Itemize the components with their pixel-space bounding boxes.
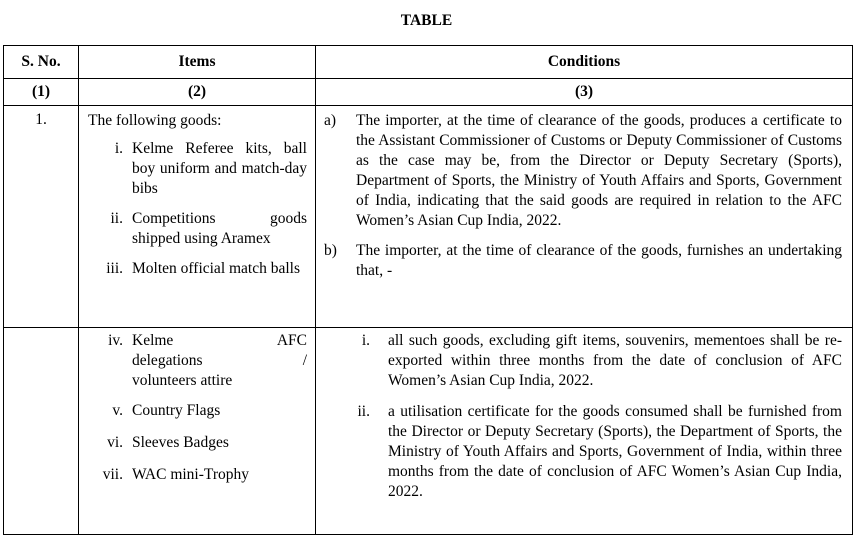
item-numeral: vii.: [102, 466, 123, 483]
sub-condition-item: [324, 331, 842, 391]
condition-item: [324, 111, 842, 231]
list-item: [88, 139, 307, 199]
item-text: Sleeves Badges: [132, 434, 229, 451]
list-item: [88, 259, 307, 279]
item-text: Kelme Referee kits, ball boy uniform and match-day bibs: [132, 140, 307, 197]
item-text: Country Flags: [132, 402, 221, 419]
header-row: [4, 46, 853, 79]
item-numeral: v.: [112, 402, 123, 419]
item-numeral: vi.: [107, 434, 123, 451]
condition-text: The importer, at the time of clearance of the goods, furnishes an undertaking that, -: [356, 242, 842, 279]
conditions-cell: [316, 106, 853, 328]
items-intro: The following goods:: [88, 112, 222, 129]
list-item: [88, 401, 307, 421]
list-item: [88, 465, 307, 485]
item-text-part: volunteers attire: [132, 372, 233, 389]
conditions-cell: [316, 328, 853, 535]
item-text: Competitions goods shipped using Aramex: [132, 210, 307, 247]
sub-condition-text: all such goods, excluding gift items, souvenirs, mementoes shall be re-exported within three months from the date of conclusion of AFC Women’s Asian Cup India, 2022.: [388, 332, 842, 389]
column-number-row: [4, 79, 853, 106]
header-conditions: Conditions: [316, 46, 853, 79]
column-number-2: (2): [79, 79, 316, 106]
column-number-1: (1): [4, 79, 79, 106]
list-item: [88, 331, 307, 391]
condition-text: The importer, at the time of clearance of the goods, produces a certificate to the Assistant Commissioner of Customs or Deputy Commissioner of Customs as the case may be, from the Director or Deputy Secretary (Sports), Department of Sports, the Ministry of Youth Affairs and Sports, Government of India, indicating that the said goods are required in relation to the AFC Women’s Asian Cup India, 2022.: [356, 112, 842, 229]
item-text: [132, 331, 307, 391]
item-numeral: i.: [114, 140, 123, 157]
condition-item: [324, 241, 842, 281]
sub-condition-numeral: i.: [361, 332, 370, 349]
column-number-3: (3): [316, 79, 853, 106]
sub-condition-text: a utilisation certificate for the goods consumed shall be furnished from the Director or Deputy Secretary (Sports), the Department of Sports, the Ministry of Youth Affairs and Sports, Government of India, within three months from the date of conclusion of AFC Women’s Asian Cup India, 2022.: [388, 403, 842, 500]
item-numeral: iii.: [106, 260, 123, 277]
item-text: Molten official match balls: [132, 260, 301, 277]
item-numeral: iv.: [108, 332, 123, 349]
list-item: [88, 433, 307, 453]
goods-conditions-table: [3, 45, 853, 535]
sub-condition-item: [324, 402, 842, 502]
header-items: Items: [79, 46, 316, 79]
items-cell: [79, 106, 316, 328]
item-text-part: delegations: [132, 352, 203, 369]
condition-marker: b): [324, 242, 337, 259]
sub-condition-numeral: ii.: [357, 403, 370, 420]
table-row: [4, 106, 853, 328]
item-text-part: AFC: [276, 332, 307, 349]
items-cell: [79, 328, 316, 535]
item-text-part: /: [302, 352, 307, 369]
table-title: TABLE: [400, 12, 453, 29]
condition-marker: a): [324, 112, 337, 129]
header-serial-no: S. No.: [4, 46, 79, 79]
item-text: WAC mini-Trophy: [132, 466, 249, 483]
serial-number: 1.: [4, 106, 79, 328]
list-item: [88, 209, 307, 249]
item-text-part: Kelme: [132, 332, 174, 349]
item-numeral: ii.: [110, 210, 123, 227]
table-row: [4, 328, 853, 535]
serial-number: [4, 328, 79, 535]
